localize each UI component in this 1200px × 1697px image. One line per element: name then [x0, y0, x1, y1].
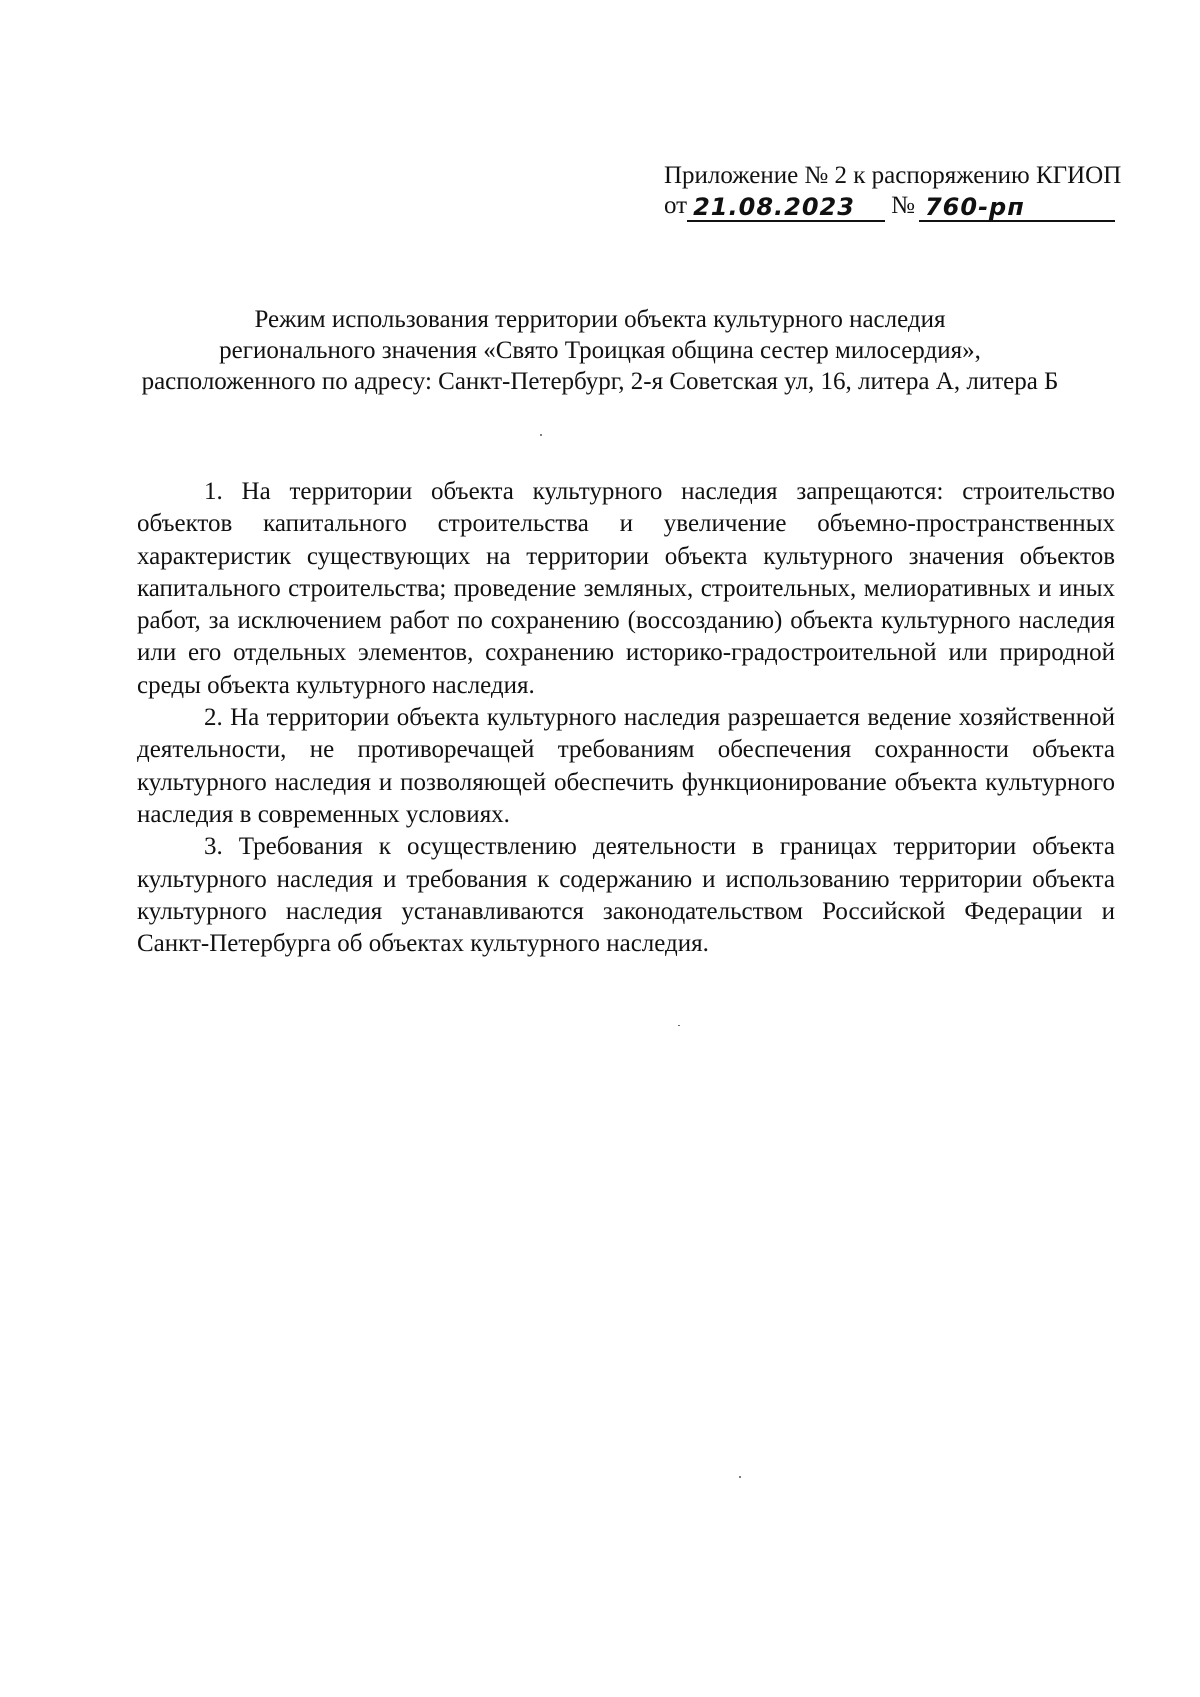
- paragraph-1: 1. На территории объекта культурного наследия запрещаются: строительство объектов капитального строительства и увеличение объемно-пространственных характеристик существующих на территории объекта культурного значения объектов капитального строительства; проведение земляных, строительных, мелиоративных и иных работ, за исключением работ по сохранению (воссозданию) объекта культурного наследия или его отдельных элементов, сохранению историко-градостроительной или природной среды объекта культурного наследия.: [137, 478, 1115, 699]
- scan-speck: [739, 1476, 741, 1478]
- document-body: [137, 476, 1115, 960]
- scan-speck: [678, 1025, 680, 1026]
- handwritten-order-number: 760-рп: [919, 194, 1115, 222]
- appendix-date-number-line: [664, 190, 1124, 222]
- title-line-1: Режим использования территории объекта культурного наследия: [254, 306, 946, 333]
- paragraph-2: 2. На территории объекта культурного наследия разрешается ведение хозяйственной деятельности, не противоречащей требованиям обеспечения сохранности объекта культурного наследия и позволяющей обеспечить функционирование объекта культурного наследия в современных условиях.: [137, 704, 1115, 828]
- from-prefix: от: [664, 192, 688, 219]
- title-line-3: расположенного по адресу: Санкт-Петербург, 2-я Советская ул, 16, литера А, литера Б: [141, 368, 1059, 395]
- appendix-reference: Приложение № 2 к распоряжению КГИОП: [664, 162, 1122, 189]
- paragraph-3: 3. Требования к осуществлению деятельности в границах территории объекта культурного наследия и требования к содержанию и использованию территории объекта культурного наследия устанавливаются законодательством Российской Федерации и Санкт-Петербурга об объектах культурного наследия.: [137, 833, 1115, 958]
- title-line-2: регионального значения «Свято Троицкая община сестер милосердия»,: [219, 337, 981, 364]
- scan-speck: [540, 434, 542, 436]
- number-sign: №: [891, 192, 915, 219]
- handwritten-date: 21.08.2023: [687, 194, 885, 222]
- appendix-reference-block: [664, 160, 1124, 222]
- document-title: [100, 304, 1100, 397]
